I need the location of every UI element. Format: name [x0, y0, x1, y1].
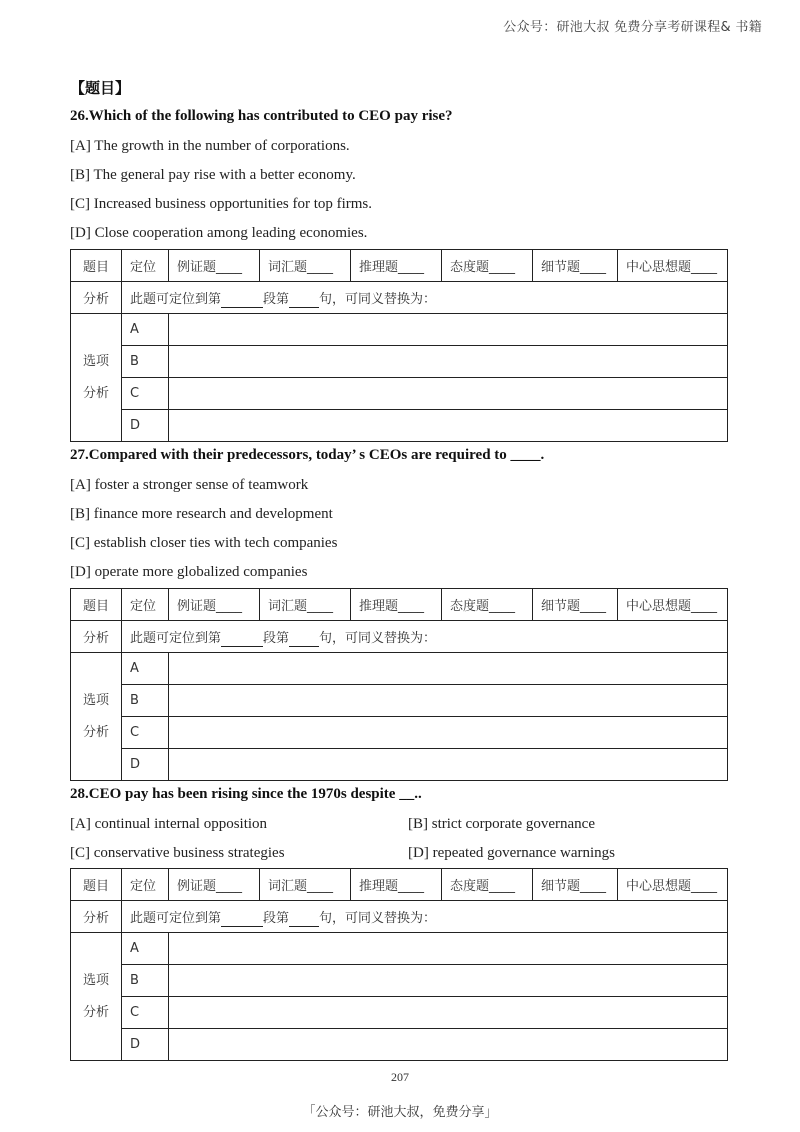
category-cell: 定位 [122, 869, 169, 900]
topic-label: 题目 [71, 589, 122, 621]
option-text: [D] Close cooperation among leading economies. [70, 225, 368, 241]
option-letter: D [122, 410, 169, 442]
analysis-table [70, 588, 728, 781]
locate-prefix: 此题可定位到第 [130, 630, 222, 646]
category-cell: 例证题____ [169, 589, 260, 620]
category-row [122, 589, 728, 621]
locate-mid: 段第 [263, 910, 290, 926]
category-cell: 态度题____ [442, 250, 533, 281]
option-letter: D [122, 1029, 169, 1061]
category-cell: 例证题____ [169, 869, 260, 900]
category-cell: 细节题____ [533, 869, 618, 900]
category-cell: 推理题____ [351, 250, 442, 281]
blank-line [289, 631, 319, 647]
option-text: [D] repeated governance warnings [408, 845, 615, 861]
blank-line [221, 911, 263, 927]
option-answer-cell[interactable] [169, 717, 728, 749]
option-answer-cell[interactable] [169, 410, 728, 442]
option-answer-cell[interactable] [169, 653, 728, 685]
page-number: 207 [391, 1070, 409, 1084]
category-cell: 推理题____ [351, 869, 442, 900]
locate-mid: 段第 [263, 291, 290, 307]
option-label-2: 分析 [82, 385, 109, 401]
analysis-table [70, 249, 728, 442]
category-cell: 词汇题____ [260, 869, 351, 900]
topic-label: 分析 [71, 621, 122, 653]
option-answer-cell[interactable] [169, 749, 728, 781]
locate-suffix: 句，可同义替换为： [319, 630, 437, 646]
option-answer-cell[interactable] [169, 346, 728, 378]
option-text: [A] continual internal opposition [70, 816, 268, 832]
option-answer-cell[interactable] [169, 1029, 728, 1061]
option-label-2: 分析 [82, 724, 109, 740]
option-letter: D [122, 749, 169, 781]
option-analysis-label [71, 933, 122, 1061]
blank-line [289, 911, 319, 927]
locate-cell [122, 282, 728, 314]
locate-mid: 段第 [263, 630, 290, 646]
option-text: [A] foster a stronger sense of teamwork [70, 477, 309, 493]
category-cell: 例证题____ [169, 250, 260, 281]
option-letter: C [122, 717, 169, 749]
topic-label: 分析 [71, 282, 122, 314]
option-text: [B] strict corporate governance [408, 816, 595, 832]
option-letter: A [122, 314, 169, 346]
topic-label: 题目 [71, 250, 122, 282]
category-cell: 态度题____ [442, 869, 533, 900]
option-answer-cell[interactable] [169, 314, 728, 346]
option-text: [A] The growth in the number of corporations. [70, 138, 350, 154]
option-text: [C] Increased business opportunities for top firms. [70, 196, 373, 212]
option-label-1: 选项 [82, 972, 109, 988]
question-title: 26.Which of the following has contributed to CEO pay rise? [70, 108, 453, 124]
category-cell: 中心思想题____ [626, 260, 718, 275]
option-text: [D] operate more globalized companies [70, 564, 308, 580]
category-cell: 中心思想题____ [626, 879, 718, 894]
option-letter: B [122, 346, 169, 378]
category-cell: 细节题____ [533, 589, 618, 620]
option-letter: B [122, 685, 169, 717]
locate-prefix: 此题可定位到第 [130, 910, 222, 926]
option-label-1: 选项 [82, 353, 109, 369]
option-label-1: 选项 [82, 692, 109, 708]
category-cell: 定位 [122, 250, 169, 281]
option-letter: C [122, 997, 169, 1029]
option-analysis-label [71, 653, 122, 781]
question-title: 27.Compared with their predecessors, today’ s CEOs are required to ____. [70, 447, 545, 463]
category-cell: 中心思想题____ [626, 599, 718, 614]
topic-label: 分析 [71, 901, 122, 933]
option-answer-cell[interactable] [169, 685, 728, 717]
option-answer-cell[interactable] [169, 997, 728, 1029]
option-answer-cell[interactable] [169, 378, 728, 410]
category-row [122, 869, 728, 901]
option-analysis-label [71, 314, 122, 442]
category-cell: 态度题____ [442, 589, 533, 620]
category-cell: 细节题____ [533, 250, 618, 281]
topic-label: 题目 [71, 869, 122, 901]
blank-line [289, 292, 319, 308]
category-cell: 词汇题____ [260, 250, 351, 281]
option-text: [B] The general pay rise with a better economy. [70, 167, 356, 183]
option-label-2: 分析 [82, 1004, 109, 1020]
page-header: 公众号：研池大叔 免费分享考研课程& 书籍 [503, 20, 762, 35]
category-cell: 推理题____ [351, 589, 442, 620]
option-letter: A [122, 653, 169, 685]
locate-suffix: 句，可同义替换为： [319, 291, 437, 307]
locate-suffix: 句，可同义替换为： [319, 910, 437, 926]
section-label: 【题目】 [70, 79, 131, 97]
locate-prefix: 此题可定位到第 [130, 291, 222, 307]
option-text: [C] conservative business strategies [70, 845, 285, 861]
blank-line [221, 631, 263, 647]
analysis-table [70, 868, 728, 1061]
locate-cell [122, 901, 728, 933]
option-text: [C] establish closer ties with tech companies [70, 535, 338, 551]
option-letter: C [122, 378, 169, 410]
option-letter: A [122, 933, 169, 965]
category-cell: 词汇题____ [260, 589, 351, 620]
option-answer-cell[interactable] [169, 933, 728, 965]
blank-line [221, 292, 263, 308]
option-letter: B [122, 965, 169, 997]
category-cell: 定位 [122, 589, 169, 620]
page-footer: 「公众号：研池大叔，免费分享」 [302, 1105, 498, 1120]
option-text: [B] finance more research and development [70, 506, 333, 522]
question-title: 28.CEO pay has been rising since the 1970s despite __.. [70, 786, 422, 802]
locate-cell [122, 621, 728, 653]
option-answer-cell[interactable] [169, 965, 728, 997]
category-row [122, 250, 728, 282]
